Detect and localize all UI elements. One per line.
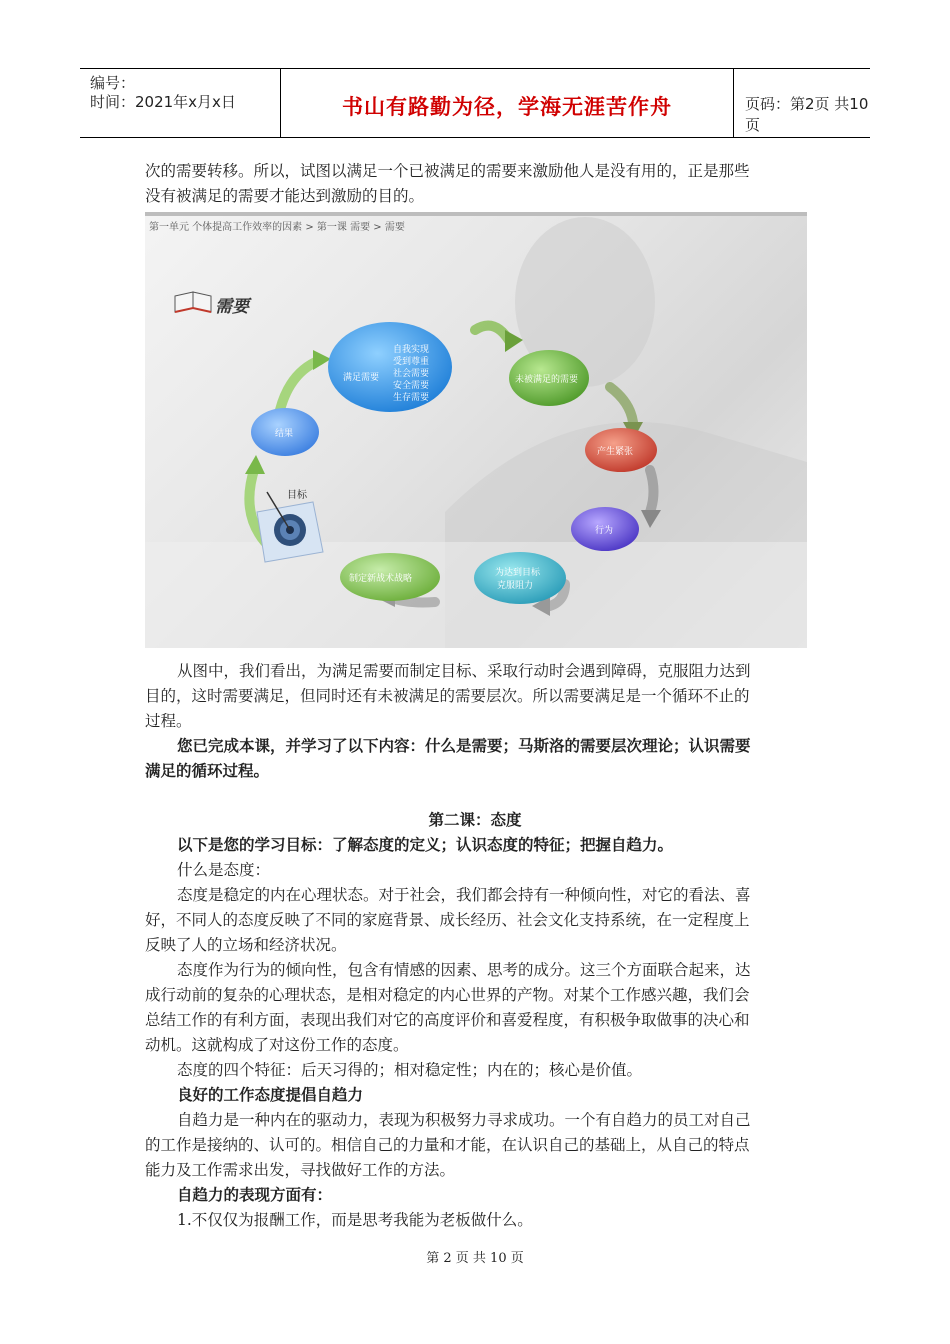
hierarchy-item: 社会需要	[393, 369, 430, 379]
header-left-cell	[80, 69, 280, 137]
time-label: 时间：2021年x月x日	[90, 93, 236, 111]
page-label: 页码：第2页 共10页	[745, 95, 869, 134]
book-icon	[175, 292, 211, 312]
hierarchy-item: 自我实现	[393, 345, 430, 355]
node-tension	[585, 428, 657, 472]
p5-line-3: 能力及工作需求出发，寻找做好工作的方法。	[145, 1161, 456, 1179]
good-attitude-heading: 良好的工作态度提倡自趋力	[177, 1086, 364, 1104]
goal-label: 目标	[287, 490, 307, 501]
figure-title: 需要	[215, 297, 249, 317]
p5-line-2: 的工作是接纳的、认可的。相信自己的力量和才能，在认识自己的基础上，从自己的特点	[145, 1136, 750, 1154]
hierarchy-item: 生存需要	[393, 393, 430, 403]
node-unsatisfied-label: 未被满足的需要	[515, 375, 579, 385]
figure-breadcrumb: 第一单元 个体提高工作效率的因素 > 第一课 需要 > 需要	[149, 222, 405, 233]
what-is-attitude: 什么是态度：	[177, 861, 271, 879]
aspects-heading: 自趋力的表现方面有：	[177, 1186, 333, 1204]
p1-line-3: 过程。	[145, 712, 192, 730]
four-features: 态度的四个特征：后天习得的；相对稳定性；内在的；核心是价值。	[177, 1061, 643, 1079]
p2-line-1: 您已完成本课，并学习了以下内容：什么是需要；马斯洛的需要层次理论；认识需要	[177, 737, 751, 755]
p4-line-3: 总结工作的有利方面，表现出我们对它的高度评价和喜爱程度，有积极争取做事的决心和	[145, 1011, 750, 1029]
header-center-cell	[280, 69, 734, 137]
p5-line-1: 自趋力是一种内在的驱动力，表现为积极努力寻求成功。一个有自趋力的员工对自己	[177, 1111, 751, 1129]
needs-cycle-figure	[145, 212, 807, 648]
node-action-label: 行为	[595, 526, 614, 536]
node-strategy-label: 制定新战术战略	[349, 574, 413, 584]
p1-line-2: 目的，这时需要满足，但同时还有未被满足的需要层次。所以需要满足是一个循环不止的	[145, 687, 750, 705]
node-overcome-label-1: 为达到目标	[495, 568, 541, 578]
p4-line-2: 成行动前的复杂的心理状态，是相对稳定的内心世界的产物。对某个工作感兴趣，我们会	[145, 986, 750, 1004]
p1-line-1: 从图中，我们看出，为满足需要而制定目标、采取行动时会遇到障碍，克服阻力达到	[177, 662, 751, 680]
node-satisfy-label: 满足需要	[343, 373, 380, 383]
p2-line-2: 满足的循环过程。	[145, 762, 270, 780]
node-tension-label: 产生紧张	[597, 447, 634, 457]
target-icon	[257, 488, 323, 562]
learning-goals: 以下是您的学习目标：了解态度的定义；认识态度的特征；把握自趋力。	[177, 836, 674, 854]
header-right-cell	[733, 69, 870, 137]
cycle-diagram	[145, 212, 807, 648]
hierarchy-item: 受到尊重	[393, 357, 430, 367]
node-result-label: 结果	[275, 429, 294, 439]
document-header	[80, 68, 870, 138]
aspect-item-1: 1.不仅仅为报酬工作，而是思考我能为老板做什么。	[177, 1211, 533, 1229]
p4-line-4: 动机。这就构成了对这份工作的态度。	[145, 1036, 409, 1054]
background-desk	[145, 542, 807, 648]
node-strategy	[340, 553, 440, 601]
node-overcome	[474, 552, 566, 604]
node-action	[571, 507, 639, 551]
p3-line-2: 好，不同人的态度反映了不同的家庭背景、成长经历、社会文化支持系统，在一定程度上	[145, 911, 750, 929]
lesson-2-title: 第二课：态度	[428, 811, 522, 829]
node-result	[251, 408, 319, 456]
hierarchy-item: 安全需要	[393, 381, 430, 391]
node-overcome-label-2: 克服阻力	[497, 581, 534, 591]
node-unsatisfied-needs	[509, 350, 589, 406]
p3-line-3: 反映了人的立场和经济状况。	[145, 936, 347, 954]
motto: 书山有路勤为径，学海无涯苦作舟	[342, 95, 672, 119]
p3-line-1: 态度是稳定的内在心理状态。对于社会，我们都会持有一种倾向性，对它的看法、喜	[177, 886, 751, 904]
intro-line-2: 没有被满足的需要才能达到激励的目的。	[145, 187, 425, 205]
number-label: 编号：	[90, 74, 136, 92]
p4-line-1: 态度作为行为的倾向性，包含有情感的因素、思考的成分。这三个方面联合起来，达	[177, 961, 751, 979]
page-footer: 第 2 页 共 10 页	[426, 1251, 524, 1266]
node-satisfy-needs	[328, 322, 452, 412]
intro-line-1: 次的需要转移。所以，试图以满足一个已被满足的需要来激励他人是没有用的，正是那些	[145, 162, 750, 180]
